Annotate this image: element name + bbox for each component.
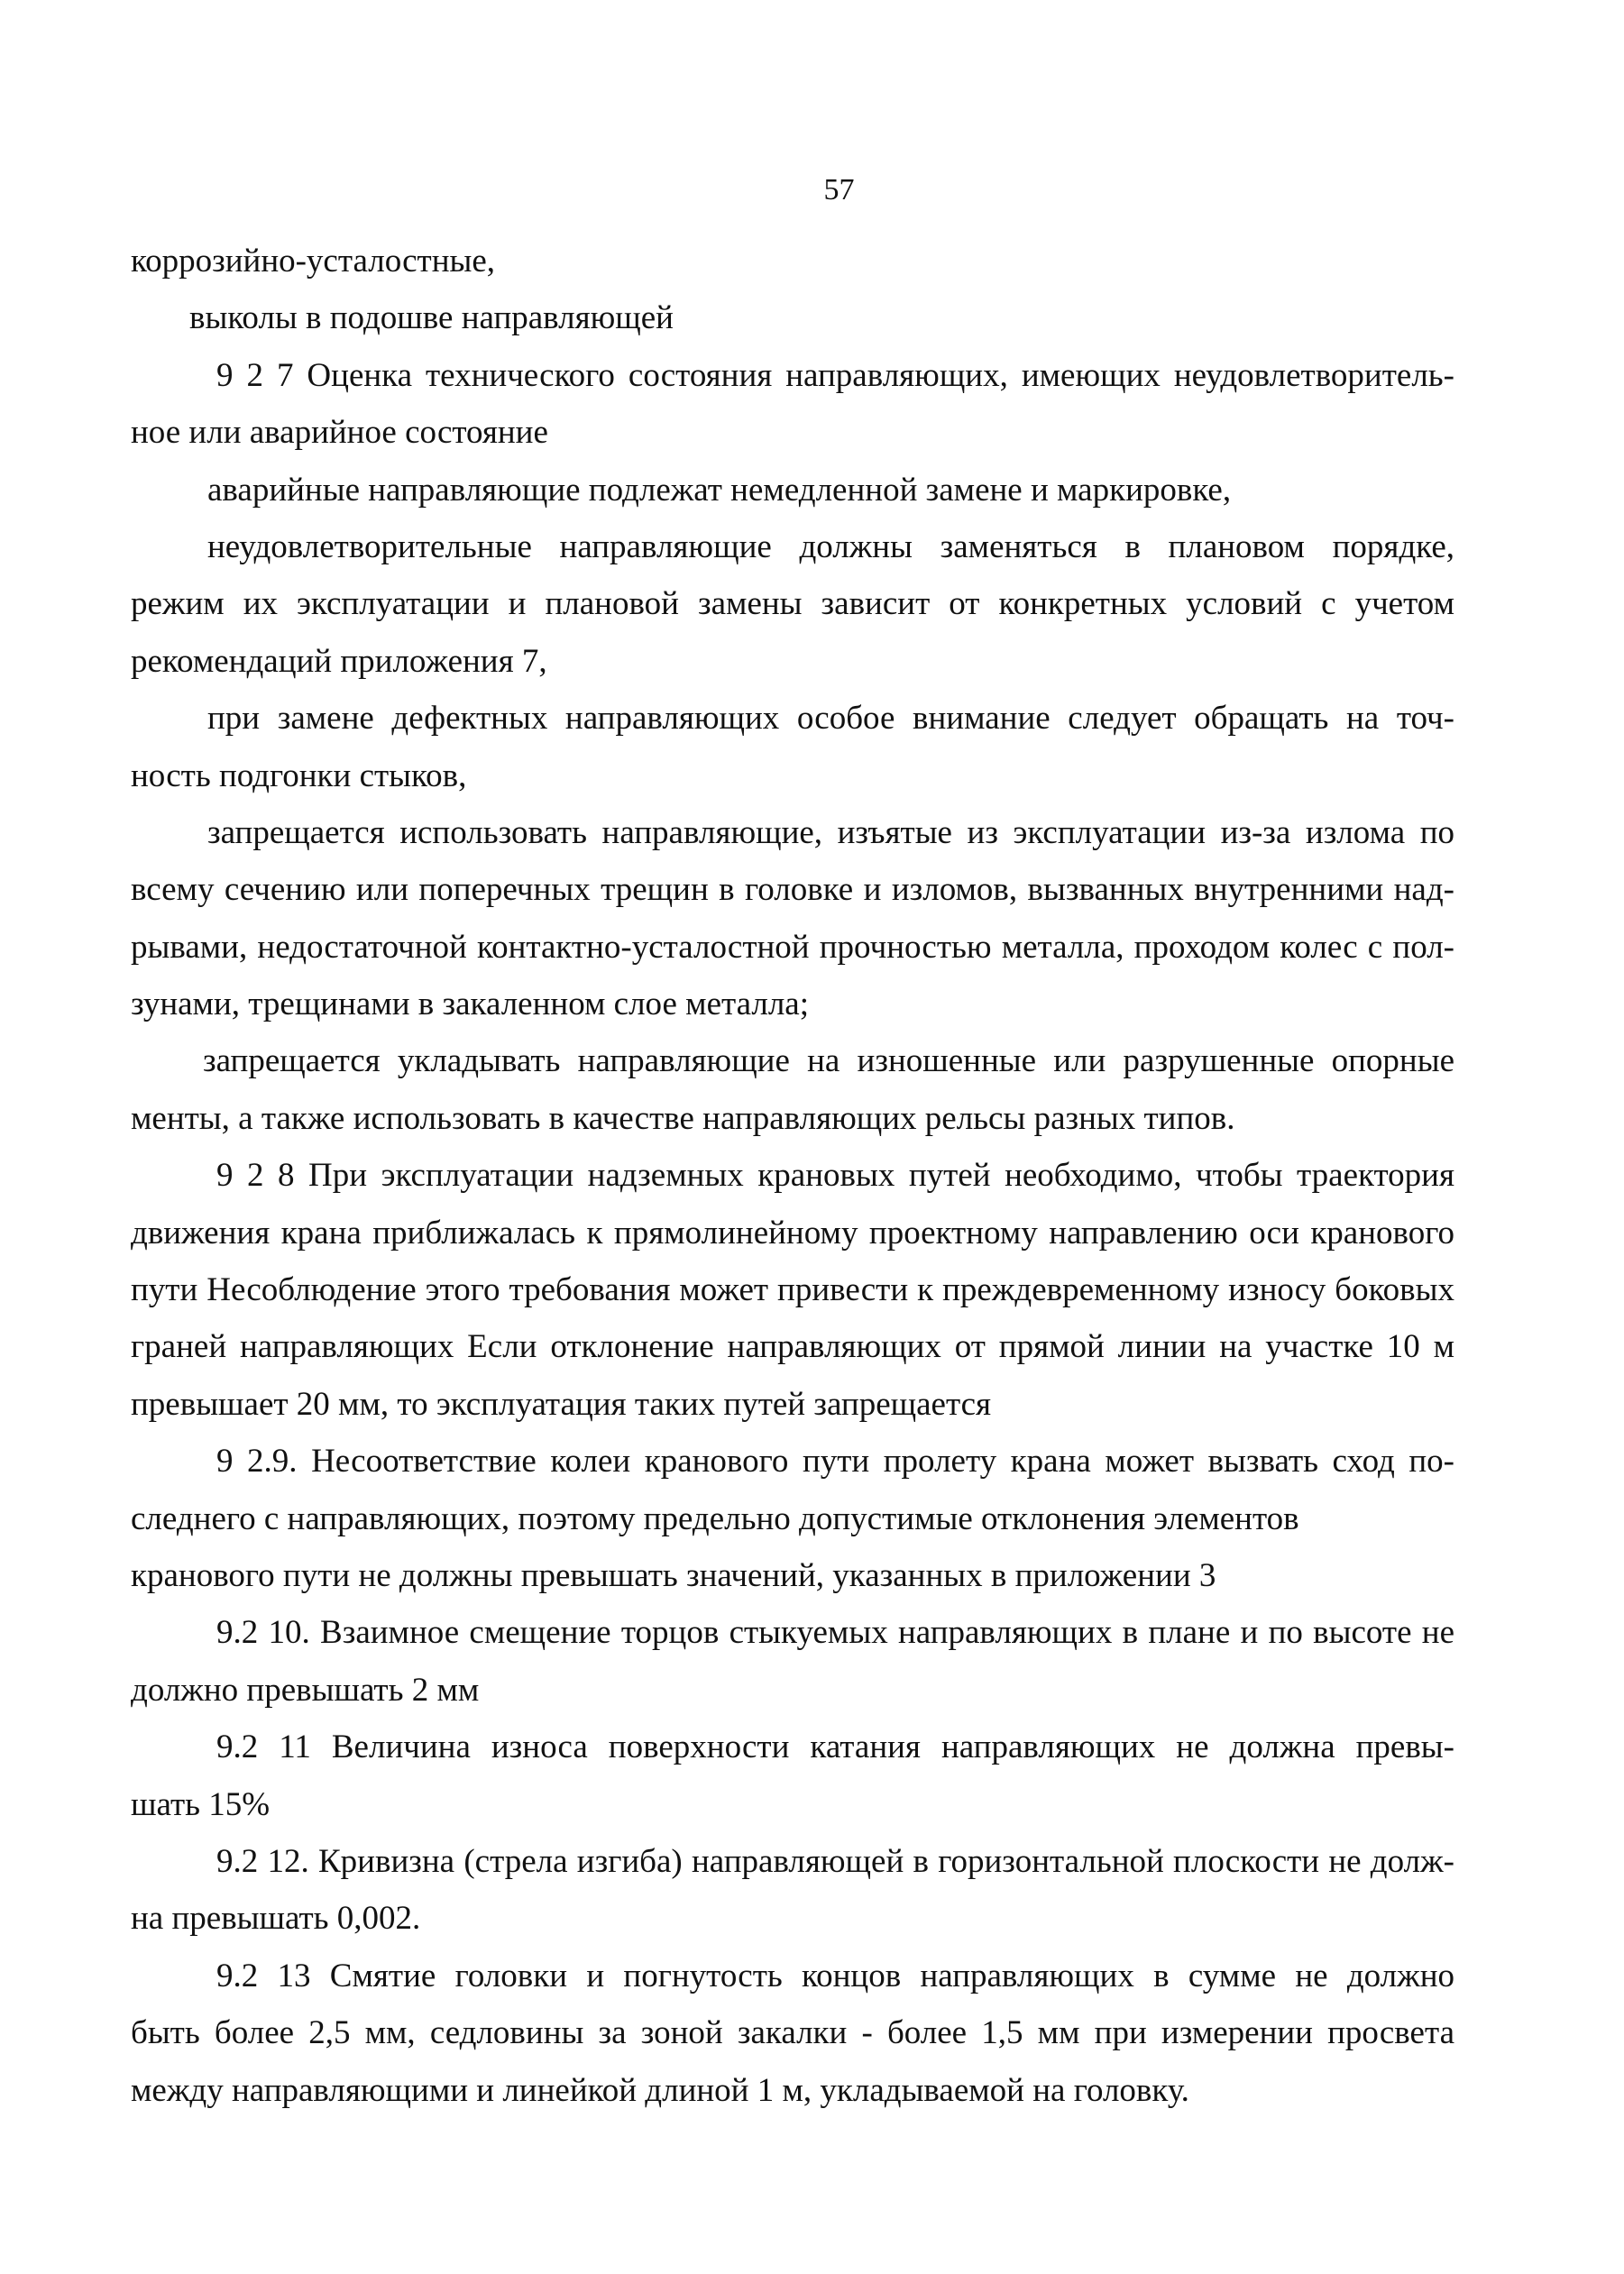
page-number: 57 xyxy=(823,173,855,206)
text-line: при замене дефектных направляющих особое внимание следует обращать на точ- xyxy=(207,700,1454,738)
text-line: рекомендаций приложения 7, xyxy=(131,642,547,680)
section-9-2-10-paragraph: 9.2 10. Взаимное смещение торцов стыкуемых направляющих в плане и по высоте не xyxy=(216,1614,1454,1652)
text-line: запрещается использовать направляющие, изъятые из эксплуатации из-за излома по xyxy=(207,813,1454,851)
section-9-2-9-paragraph: 9 2.9. Несоответствие колеи кранового пути пролету крана может вызвать сход по- xyxy=(216,1443,1454,1481)
text-line: пути Несоблюдение этого требования может привести к преждевременному износу боковых xyxy=(131,1271,1454,1309)
text-line: коррозийно-усталостные, xyxy=(131,243,496,280)
text-line: граней направляющих Если отклонение направляющих от прямой линии на участке 10 м xyxy=(131,1328,1454,1366)
text-line: движения крана приближалась к прямолинейному проектному направлению оси кранового xyxy=(131,1214,1454,1252)
text-line: зунами, трещинами в закаленном слое металла; xyxy=(131,986,810,1023)
text-line: между направляющими и линейкой длиной 1 м, укладываемой на головку. xyxy=(131,2071,1189,2109)
text-line: быть более 2,5 мм, седловины за зоной закалки - более 1,5 мм при измерении просвета xyxy=(131,2014,1454,2052)
section-9-2-11-paragraph: 9.2 11 Величина износа поверхности катания направляющих не должна превы- xyxy=(216,1728,1454,1766)
document-body xyxy=(131,233,1454,2119)
text-line: менты, а также использовать в качестве направляющих рельсы разных типов. xyxy=(131,1099,1235,1137)
text-line: рывами, недостаточной контактно-усталостной прочностью металла, проходом колес с пол- xyxy=(131,928,1454,966)
text-line: всему сечению или поперечных трещин в головке и изломов, вызванных внутренними над- xyxy=(131,871,1454,909)
text-line: должно превышать 2 мм xyxy=(131,1671,480,1709)
text-line: неудовлетворительные направляющие должны заменяться в плановом порядке, xyxy=(207,527,1454,565)
text-line: ное или аварийное состояние xyxy=(131,414,548,452)
text-line: режим их эксплуатации и плановой замены зависит от конкретных условий с учетом xyxy=(131,585,1454,623)
text-line: выколы в подошве направляющей xyxy=(189,299,674,337)
section-9-2-12-paragraph: 9.2 12. Кривизна (стрела изгиба) направляющей в горизонтальной плоскости не долж- xyxy=(216,1842,1454,1880)
text-line: превышает 20 мм, то эксплуатация таких путей запрещается xyxy=(131,1385,992,1423)
text-line: шать 15% xyxy=(131,1785,271,1823)
text-line: запрещается укладывать направляющие на изношенные или разрушенные опорные xyxy=(203,1042,1454,1080)
section-9-2-8-paragraph: 9 2 8 При эксплуатации надземных крановых путей необходимо, чтобы траектория xyxy=(216,1157,1454,1195)
text-line: на превышать 0,002. xyxy=(131,1900,421,1938)
section-9-2-7-heading: 9 2 7 Оценка технического состояния направляющих, имеющих неудовлетворитель- xyxy=(216,356,1454,394)
section-9-2-13-paragraph: 9.2 13 Смятие головки и погнутость концов направляющих в сумме не должно xyxy=(216,1957,1454,1994)
text-line: ность подгонки стыков, xyxy=(131,756,467,794)
text-line: следнего с направляющих, поэтому предельно допустимые отклонения элементов xyxy=(131,1499,1299,1537)
text-line: кранового пути не должны превышать значений, указанных в приложении 3 xyxy=(131,1556,1216,1594)
text-line: аварийные направляющие подлежат немедленной замене и маркировке, xyxy=(207,471,1232,509)
